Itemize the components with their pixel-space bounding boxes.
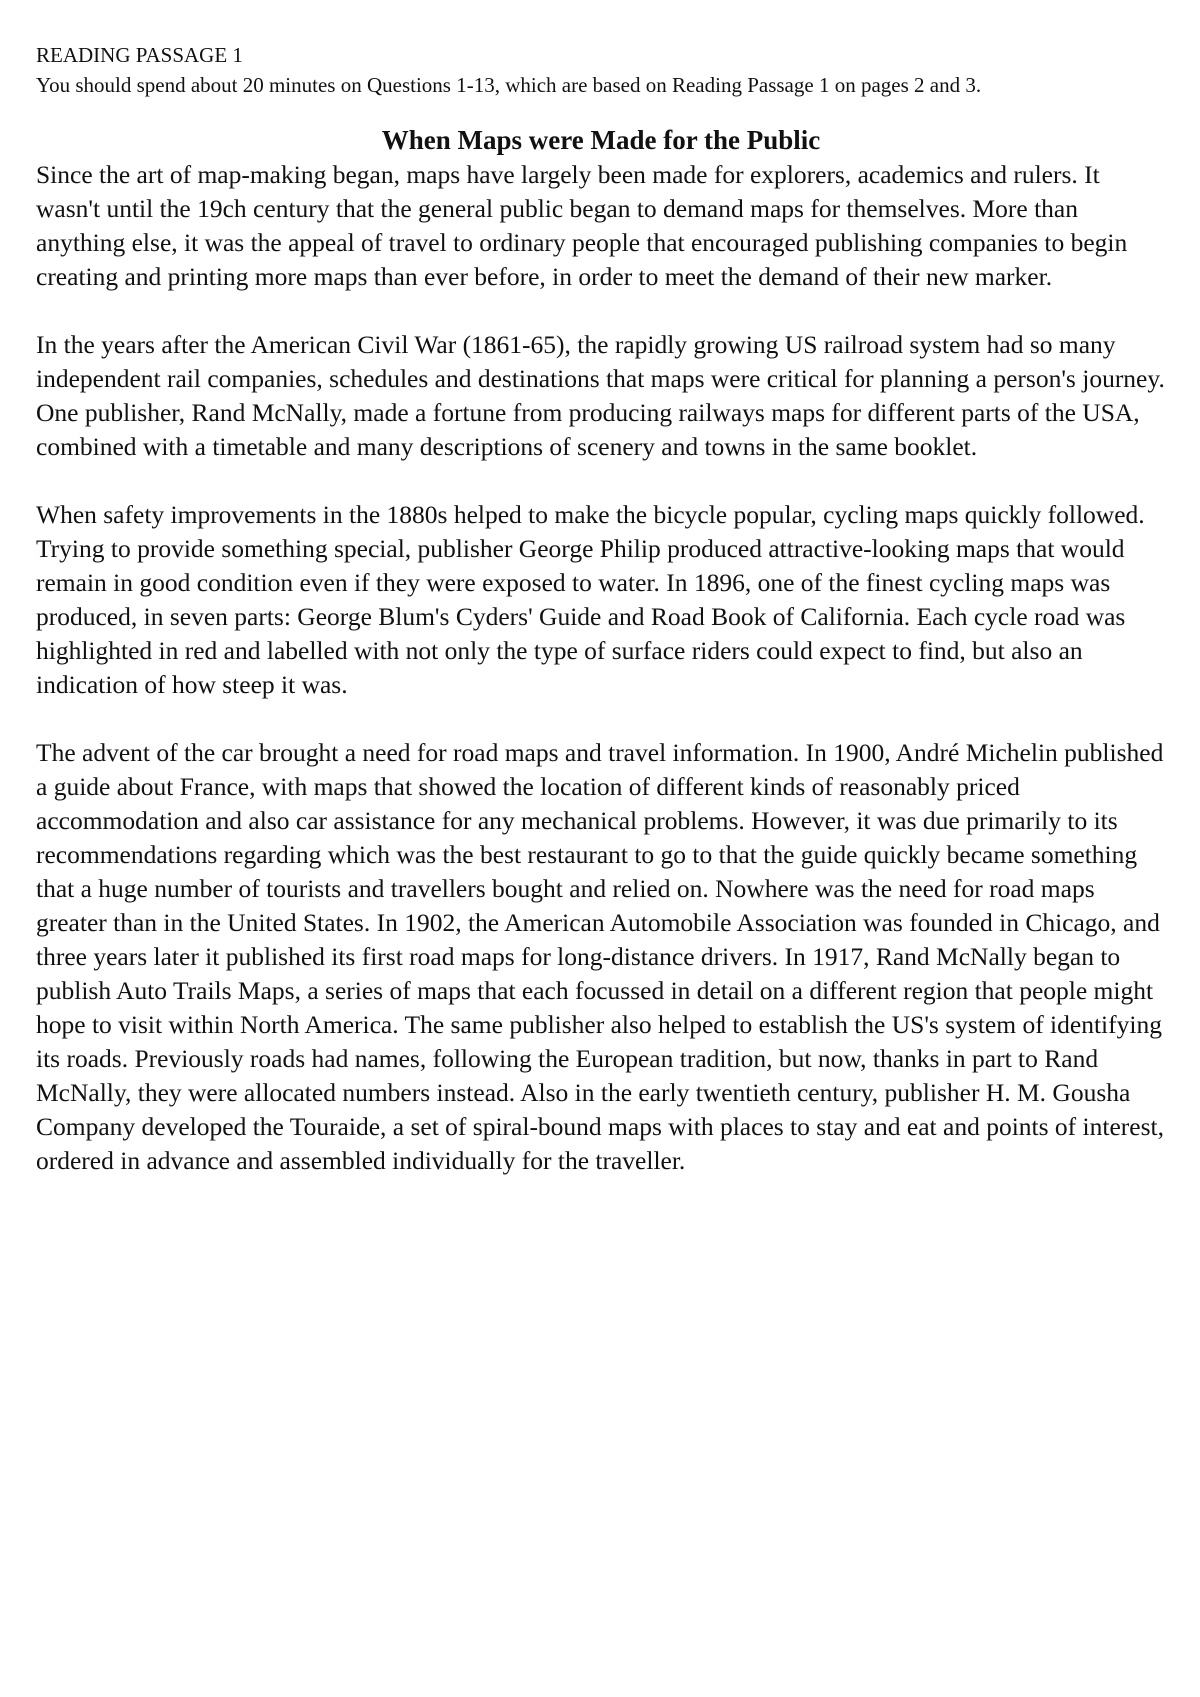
document-page — [36, 40, 1166, 1178]
paragraph-4: The advent of the car brought a need for road maps and travel information. In 1900, André Michelin published a guide about France, with maps that showed the location of different kinds of reasonably priced accommodation and also car assistance for any mechanical problems. However, it was due primarily to its recommendations regarding which was the best restaurant to go to that the guide quickly became something that a huge number of tourists and travellers bought and relied on. Nowhere was the need for road maps greater than in the United States. In 1902, the American Automobile Association was founded in Chicago, and three years later it published its first road maps for long-distance drivers. In 1917, Rand McNally began to publish Auto Trails Maps, a series of maps that each focussed in detail on a different region that people might hope to visit within North America. The same publisher also helped to establish the US's system of identifying its roads. Previously roads had names, following the European tradition, but now, thanks in part to Rand McNally, they were allocated numbers instead. Also in the early twentieth century, publisher H. M. Gousha Company developed the Touraide, a set of spiral-bound maps with places to stay and eat and points of interest, ordered in advance and assembled individually for the traveller. — [36, 738, 1164, 1175]
instructions-text: You should spend about 20 minutes on Questions 1-13, which are based on Reading Passage 1 on pages 2 and 3. — [36, 73, 982, 97]
paragraph-3: When safety improvements in the 1880s helped to make the bicycle popular, cycling maps quickly followed. Trying to provide something special, publisher George Philip produced attractive-looking maps that would remain in good condition even if they were exposed to water. In 1896, one of the finest cycling maps was produced, in seven parts: George Blum's Cyders' Guide and Road Book of California. Each cycle road was highlighted in red and labelled with not only the type of surface riders could expect to find, but also an indication of how steep it was. — [36, 500, 1145, 699]
paragraph-1: Since the art of map-making began, maps have largely been made for explorers, academics and rulers. It wasn't until the 19ch century that the general public began to demand maps for themselves. More than anything else, it was the appeal of travel to ordinary people that encouraged publishing companies to begin creating and printing more maps than ever before, in order to meet the demand of their new marker. — [36, 160, 1128, 291]
article-body — [36, 158, 1166, 1178]
section-label: READING PASSAGE 1 — [36, 43, 243, 67]
paragraph-2: In the years after the American Civil War (1861-65), the rapidly growing US railroad system had so many independent rail companies, schedules and destinations that maps were critical for planning a person's journey. One publisher, Rand McNally, made a fortune from producing railways maps for different parts of the USA, combined with a timetable and many descriptions of scenery and towns in the same booklet. — [36, 330, 1165, 461]
article-title: When Maps were Made for the Public — [381, 125, 821, 155]
